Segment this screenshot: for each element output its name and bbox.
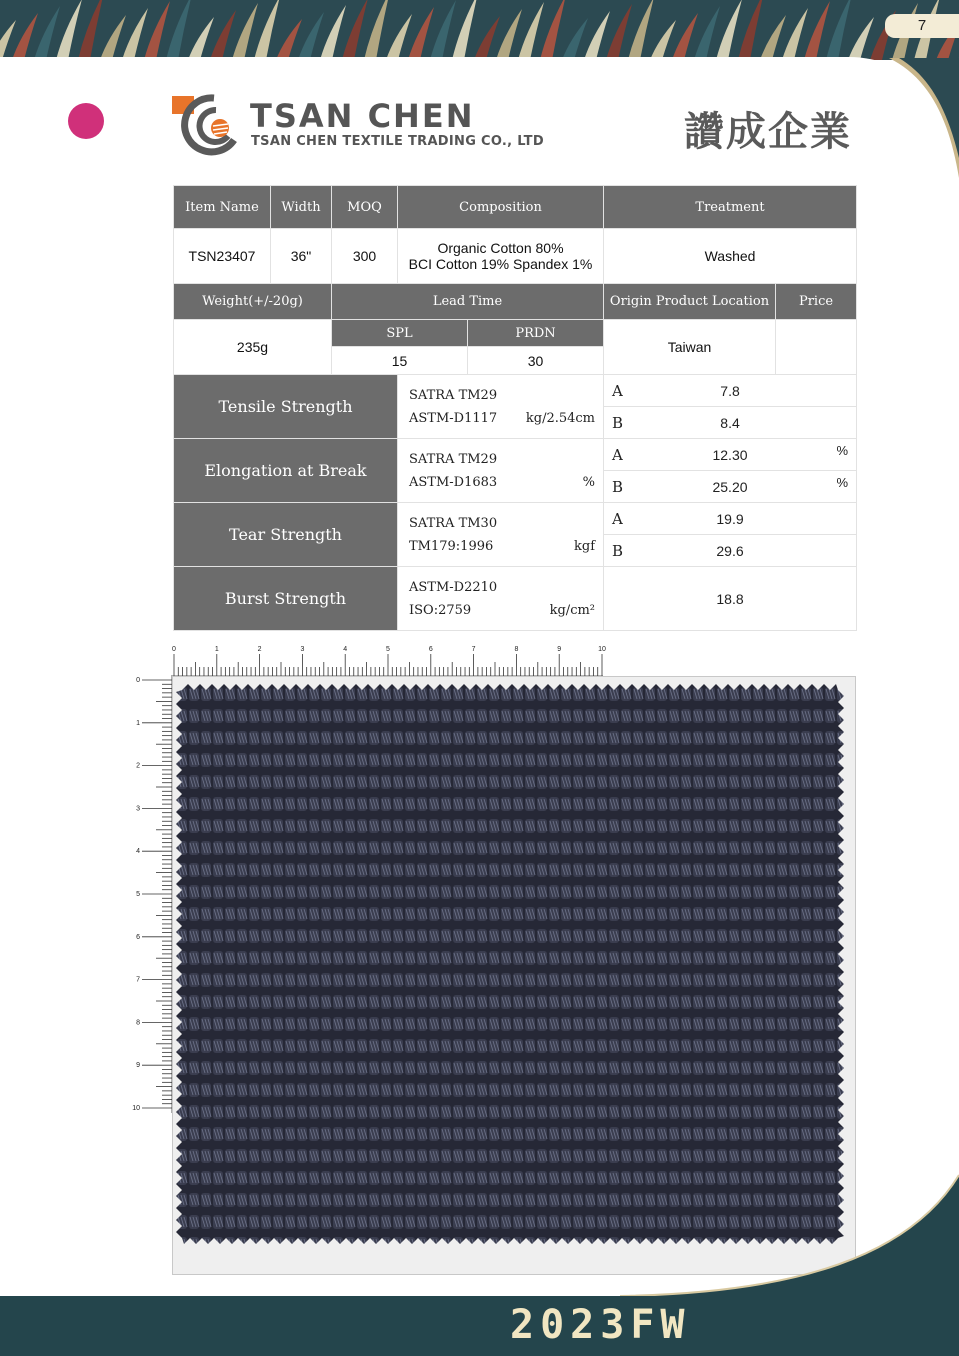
brand-chinese-name: 讚成企業 <box>684 109 852 155</box>
bottom-band <box>0 1296 959 1356</box>
value-treatment: Washed <box>604 229 857 284</box>
value-weight: 235g <box>174 320 332 375</box>
result-value: 29.6 <box>716 542 744 559</box>
ruler-label: 10 <box>598 646 606 653</box>
result-label: A <box>612 445 623 464</box>
test-method-elongation <box>398 439 604 503</box>
ruler-label: 9 <box>557 646 562 653</box>
ruler-label: 3 <box>300 646 305 653</box>
result-unit: % <box>836 475 849 490</box>
page-number: 7 <box>885 14 959 38</box>
result-unit: % <box>836 443 849 458</box>
ruler-label: 4 <box>343 646 348 653</box>
ruler-label: 2 <box>136 762 140 770</box>
test-unit: kgf <box>574 538 596 554</box>
brand-logo-icon <box>172 96 236 154</box>
vertical-ruler <box>130 675 174 1115</box>
ruler-label: 8 <box>136 1019 140 1027</box>
test-name-burst: Burst Strength <box>174 567 398 631</box>
method-line-2: ASTM-D1683 <box>409 474 498 490</box>
test-unit: % <box>582 474 596 490</box>
brand-subtitle: TSAN CHEN TEXTILE TRADING CO., LTD <box>251 134 544 149</box>
method-line-1: SATRA TM30 <box>409 515 498 531</box>
result-b-tensile <box>604 407 857 439</box>
header-width: Width <box>271 186 332 229</box>
header-moq: MOQ <box>332 186 398 229</box>
header-lead-time: Lead Time <box>332 284 604 320</box>
composition-line-1: Organic Cotton 80% <box>437 240 564 256</box>
ruler-label: 5 <box>136 891 140 898</box>
header-spl: SPL <box>332 320 468 347</box>
ruler-label: 3 <box>136 805 140 813</box>
header-origin: Origin Product Location <box>604 284 776 320</box>
result-value: 7.8 <box>720 382 740 399</box>
test-method-burst <box>398 567 604 631</box>
test-name-tensile: Tensile Strength <box>174 375 398 439</box>
header-composition: Composition <box>398 186 604 229</box>
ruler-label: 7 <box>136 976 140 984</box>
header-treatment: Treatment <box>604 186 857 229</box>
ruler-label: 10 <box>132 1105 140 1112</box>
result-label: A <box>612 381 623 400</box>
ruler-label: 0 <box>136 677 140 684</box>
ruler-label: 0 <box>172 646 176 653</box>
result-label: A <box>612 509 623 528</box>
result-label: B <box>612 477 624 496</box>
value-price <box>776 320 857 375</box>
ruler-label: 7 <box>471 646 476 653</box>
method-line-2: TM179:1996 <box>409 538 494 554</box>
value-composition <box>398 229 604 284</box>
spec-table <box>173 185 857 631</box>
result-a-elongation <box>604 439 857 471</box>
result-value: 8.4 <box>720 414 740 431</box>
test-method-tear <box>398 503 604 567</box>
ruler-label: 8 <box>514 646 519 653</box>
result-value: 12.30 <box>712 446 748 463</box>
header-price: Price <box>776 284 857 320</box>
result-b-elongation <box>604 471 857 503</box>
method-line-2: ASTM-D1117 <box>409 410 498 426</box>
header-item-name: Item Name <box>174 186 271 229</box>
test-name-elongation: Elongation at Break <box>174 439 398 503</box>
value-moq: 300 <box>332 229 398 284</box>
ruler-label: 2 <box>257 646 262 653</box>
result-a-tensile <box>604 375 857 407</box>
value-spl: 15 <box>332 347 468 375</box>
ruler-label: 6 <box>136 933 140 941</box>
horizontal-ruler <box>173 644 613 678</box>
result-label: B <box>612 541 624 560</box>
result-value: 25.20 <box>712 478 748 495</box>
accent-dot <box>68 103 104 139</box>
test-name-tear: Tear Strength <box>174 503 398 567</box>
result-burst <box>604 567 857 631</box>
method-line-1: SATRA TM29 <box>409 451 498 467</box>
result-a-tear <box>604 503 857 535</box>
test-method-tensile <box>398 375 604 439</box>
header-prdn: PRDN <box>468 320 604 347</box>
value-item-name: TSN23407 <box>174 229 271 284</box>
bottom-curve-decoration <box>620 1175 959 1300</box>
method-line-1: SATRA TM29 <box>409 387 498 403</box>
value-width: 36" <box>271 229 332 284</box>
test-unit: kg/cm² <box>549 602 596 618</box>
corner-curve-decoration <box>889 58 959 178</box>
ruler-label: 1 <box>214 646 219 653</box>
ruler-label: 1 <box>136 719 140 727</box>
ruler-label: 4 <box>136 848 140 856</box>
composition-line-2: BCI Cotton 19% Spandex 1% <box>408 256 593 272</box>
result-b-tear <box>604 535 857 567</box>
value-prdn: 30 <box>468 347 604 375</box>
header-weight: Weight(+/-20g) <box>174 284 332 320</box>
fabric-swatch-image <box>176 684 844 1244</box>
test-unit: kg/2.54cm <box>525 410 596 426</box>
result-value: 19.9 <box>716 510 744 527</box>
ruler-label: 6 <box>428 646 433 653</box>
method-line-1: ASTM-D2210 <box>409 579 498 595</box>
result-label: B <box>612 413 624 432</box>
result-value: 18.8 <box>716 590 744 607</box>
method-line-2: ISO:2759 <box>409 602 472 618</box>
ruler-label: 9 <box>136 1062 140 1070</box>
top-decorative-band <box>0 0 959 60</box>
ruler-label: 5 <box>386 646 390 653</box>
brand-name: TSAN CHEN <box>250 97 475 135</box>
season-label: 2023FW <box>510 1302 691 1348</box>
value-origin: Taiwan <box>604 320 776 375</box>
